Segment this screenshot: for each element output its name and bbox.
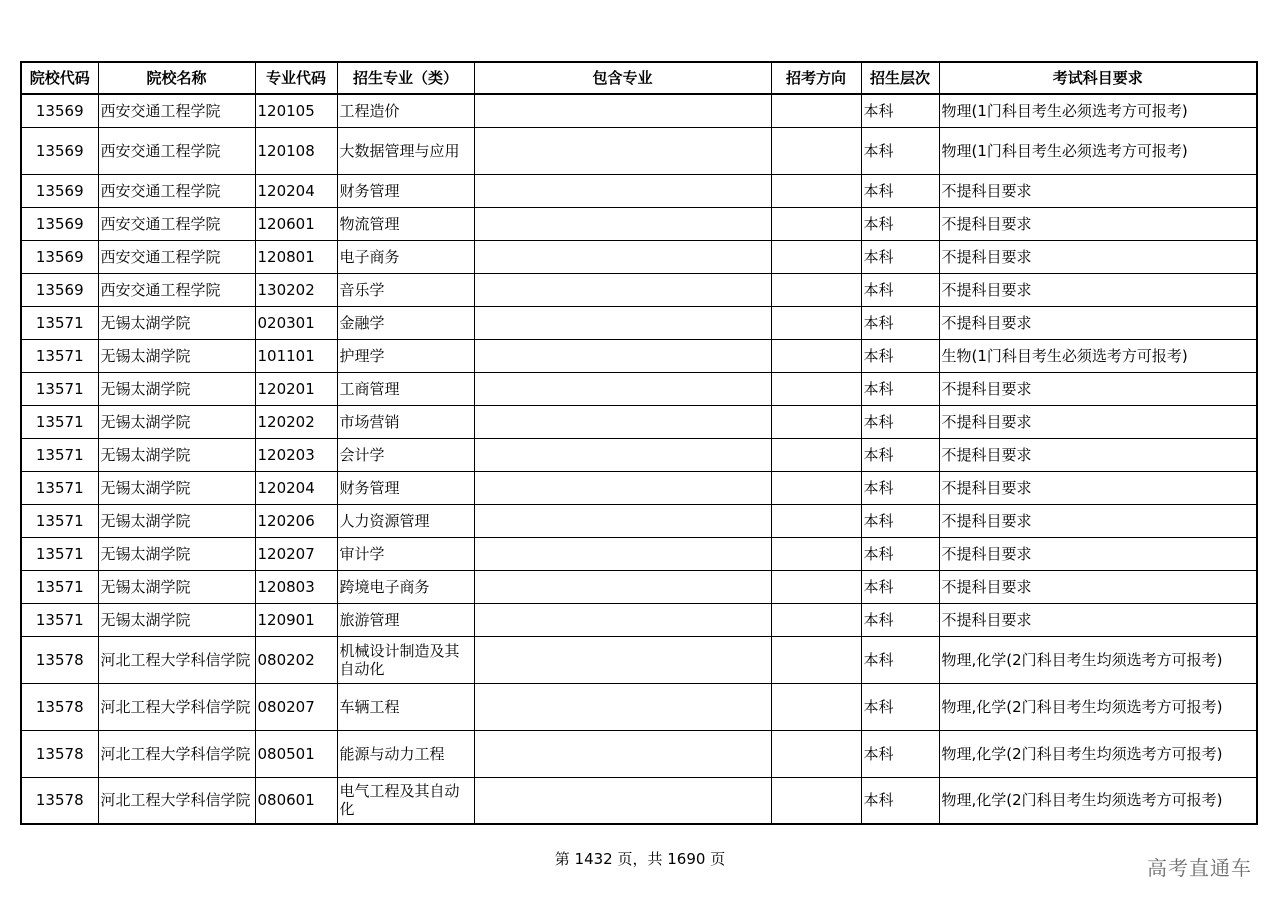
table-cell: [771, 438, 861, 471]
watermark: 高考直通车: [1147, 856, 1252, 880]
table-cell: [474, 174, 771, 207]
table-cell: 120204: [255, 471, 337, 504]
table-cell: 人力资源管理: [337, 504, 474, 537]
table-cell: 13571: [21, 504, 98, 537]
column-header: 招考方向: [771, 62, 861, 94]
table-cell: 本科: [861, 306, 939, 339]
table-row: [21, 570, 1257, 603]
table-cell: 13578: [21, 730, 98, 777]
table-cell: [474, 471, 771, 504]
table-cell: 本科: [861, 438, 939, 471]
table-row: [21, 730, 1257, 777]
table-cell: 无锡太湖学院: [98, 306, 255, 339]
table-cell: [771, 730, 861, 777]
table-cell: [474, 339, 771, 372]
table-cell: [474, 777, 771, 824]
table-row: [21, 504, 1257, 537]
table-cell: 财务管理: [337, 174, 474, 207]
table-cell: 无锡太湖学院: [98, 537, 255, 570]
table-cell: 不提科目要求: [939, 603, 1257, 636]
table-cell: [474, 730, 771, 777]
table-cell: 13571: [21, 537, 98, 570]
table-cell: 不提科目要求: [939, 570, 1257, 603]
admission-table: [20, 61, 1258, 825]
table-cell: 13571: [21, 306, 98, 339]
table-cell: 西安交通工程学院: [98, 207, 255, 240]
table-cell: 物理,化学(2门科目考生均须选考方可报考): [939, 730, 1257, 777]
table-cell: 120601: [255, 207, 337, 240]
table-cell: [771, 504, 861, 537]
table-cell: 本科: [861, 339, 939, 372]
table-cell: 本科: [861, 273, 939, 306]
table-cell: [771, 636, 861, 683]
table-cell: 120901: [255, 603, 337, 636]
table-cell: 不提科目要求: [939, 537, 1257, 570]
table-cell: 120207: [255, 537, 337, 570]
table-row: [21, 240, 1257, 273]
table-cell: [474, 306, 771, 339]
table-row: [21, 339, 1257, 372]
table-cell: 本科: [861, 127, 939, 174]
table-cell: [771, 174, 861, 207]
table-cell: 本科: [861, 405, 939, 438]
table-cell: 13578: [21, 683, 98, 730]
table-cell: 不提科目要求: [939, 273, 1257, 306]
table-cell: 13569: [21, 240, 98, 273]
table-cell: [474, 537, 771, 570]
table-cell: [771, 372, 861, 405]
table-cell: 13571: [21, 405, 98, 438]
table-cell: 审计学: [337, 537, 474, 570]
table-cell: 西安交通工程学院: [98, 127, 255, 174]
table-cell: 无锡太湖学院: [98, 570, 255, 603]
table-cell: 13571: [21, 339, 98, 372]
table-cell: 13571: [21, 372, 98, 405]
table-cell: 13569: [21, 207, 98, 240]
table-cell: 本科: [861, 730, 939, 777]
table-cell: 13569: [21, 174, 98, 207]
table-cell: [771, 683, 861, 730]
table-cell: 13569: [21, 127, 98, 174]
table-row: [21, 207, 1257, 240]
table-cell: [474, 207, 771, 240]
table-cell: 本科: [861, 207, 939, 240]
table-row: [21, 405, 1257, 438]
table-cell: 13578: [21, 636, 98, 683]
table-cell: 120201: [255, 372, 337, 405]
table-row: [21, 127, 1257, 174]
table-cell: 130202: [255, 273, 337, 306]
table-cell: [771, 471, 861, 504]
table-cell: 河北工程大学科信学院: [98, 636, 255, 683]
table-cell: [771, 273, 861, 306]
table-cell: [771, 306, 861, 339]
table-cell: 本科: [861, 777, 939, 824]
table-cell: 西安交通工程学院: [98, 240, 255, 273]
column-header: 院校名称: [98, 62, 255, 94]
table-cell: 13569: [21, 273, 98, 306]
table-row: [21, 537, 1257, 570]
table-cell: 电气工程及其自动化: [337, 777, 474, 824]
table-cell: 本科: [861, 471, 939, 504]
table-cell: [771, 94, 861, 127]
table-cell: 101101: [255, 339, 337, 372]
table-cell: 不提科目要求: [939, 471, 1257, 504]
table-cell: 13571: [21, 603, 98, 636]
table-cell: 无锡太湖学院: [98, 504, 255, 537]
table-cell: 无锡太湖学院: [98, 438, 255, 471]
table-cell: 不提科目要求: [939, 372, 1257, 405]
table-cell: [771, 127, 861, 174]
table-cell: 河北工程大学科信学院: [98, 777, 255, 824]
table-cell: 工商管理: [337, 372, 474, 405]
table-row: [21, 471, 1257, 504]
column-header: 专业代码: [255, 62, 337, 94]
table-cell: 120803: [255, 570, 337, 603]
table-cell: [474, 94, 771, 127]
table-cell: [771, 603, 861, 636]
table-cell: 080202: [255, 636, 337, 683]
table-row: [21, 777, 1257, 824]
table-cell: 机械设计制造及其自动化: [337, 636, 474, 683]
table-cell: 120206: [255, 504, 337, 537]
table-cell: [771, 207, 861, 240]
table-row: [21, 438, 1257, 471]
table-cell: 020301: [255, 306, 337, 339]
table-cell: 物理,化学(2门科目考生均须选考方可报考): [939, 683, 1257, 730]
table-cell: 120105: [255, 94, 337, 127]
table-cell: [474, 570, 771, 603]
table-cell: 无锡太湖学院: [98, 603, 255, 636]
table-cell: 河北工程大学科信学院: [98, 683, 255, 730]
table-cell: 不提科目要求: [939, 174, 1257, 207]
table-cell: 13578: [21, 777, 98, 824]
column-header: 院校代码: [21, 62, 98, 94]
table-cell: [474, 683, 771, 730]
table-cell: [771, 777, 861, 824]
table-cell: 13571: [21, 570, 98, 603]
table-cell: 本科: [861, 683, 939, 730]
table-cell: 金融学: [337, 306, 474, 339]
table-cell: 本科: [861, 240, 939, 273]
table-cell: [771, 240, 861, 273]
table-cell: 不提科目要求: [939, 504, 1257, 537]
table-cell: [771, 339, 861, 372]
table-cell: 本科: [861, 537, 939, 570]
table-cell: 13571: [21, 438, 98, 471]
table-cell: 会计学: [337, 438, 474, 471]
table-cell: 物理,化学(2门科目考生均须选考方可报考): [939, 636, 1257, 683]
table-cell: 本科: [861, 504, 939, 537]
header-row: [21, 62, 1257, 94]
table-cell: 不提科目要求: [939, 207, 1257, 240]
table-row: [21, 94, 1257, 127]
table-cell: [771, 537, 861, 570]
table-cell: 120203: [255, 438, 337, 471]
table-cell: 本科: [861, 570, 939, 603]
table-cell: 本科: [861, 174, 939, 207]
table-cell: 物流管理: [337, 207, 474, 240]
table-cell: [474, 438, 771, 471]
table-cell: 西安交通工程学院: [98, 174, 255, 207]
table-cell: 无锡太湖学院: [98, 339, 255, 372]
table-cell: 120202: [255, 405, 337, 438]
table-cell: 财务管理: [337, 471, 474, 504]
table-cell: 大数据管理与应用: [337, 127, 474, 174]
table-row: [21, 174, 1257, 207]
table-cell: 物理(1门科目考生必须选考方可报考): [939, 94, 1257, 127]
table-cell: 生物(1门科目考生必须选考方可报考): [939, 339, 1257, 372]
table-cell: [474, 372, 771, 405]
table-cell: [474, 240, 771, 273]
table-cell: 市场营销: [337, 405, 474, 438]
column-header: 招生层次: [861, 62, 939, 94]
table-cell: 跨境电子商务: [337, 570, 474, 603]
table-cell: [474, 504, 771, 537]
table-row: [21, 273, 1257, 306]
column-header: 包含专业: [474, 62, 771, 94]
table-cell: [771, 570, 861, 603]
table-cell: 120801: [255, 240, 337, 273]
table-cell: 河北工程大学科信学院: [98, 730, 255, 777]
table-cell: [474, 636, 771, 683]
table-cell: 能源与动力工程: [337, 730, 474, 777]
table-body: [21, 94, 1257, 824]
table-cell: 080501: [255, 730, 337, 777]
table-row: [21, 636, 1257, 683]
table-cell: 不提科目要求: [939, 405, 1257, 438]
table-cell: 工程造价: [337, 94, 474, 127]
table-cell: [474, 603, 771, 636]
table-cell: 电子商务: [337, 240, 474, 273]
table-cell: 080601: [255, 777, 337, 824]
table-cell: 不提科目要求: [939, 240, 1257, 273]
table-cell: 物理,化学(2门科目考生均须选考方可报考): [939, 777, 1257, 824]
table-cell: 本科: [861, 94, 939, 127]
table-cell: 080207: [255, 683, 337, 730]
table-cell: [474, 273, 771, 306]
table-row: [21, 603, 1257, 636]
table-header: [21, 62, 1257, 94]
table-cell: 不提科目要求: [939, 438, 1257, 471]
table-cell: 西安交通工程学院: [98, 273, 255, 306]
column-header: 招生专业（类）: [337, 62, 474, 94]
table-cell: 本科: [861, 603, 939, 636]
table-row: [21, 306, 1257, 339]
table-cell: 不提科目要求: [939, 306, 1257, 339]
table-cell: [474, 405, 771, 438]
table-cell: 旅游管理: [337, 603, 474, 636]
table-cell: 13569: [21, 94, 98, 127]
table-cell: 车辆工程: [337, 683, 474, 730]
table-cell: 13571: [21, 471, 98, 504]
table-cell: [474, 127, 771, 174]
table-row: [21, 372, 1257, 405]
table-cell: 120204: [255, 174, 337, 207]
table-cell: 物理(1门科目考生必须选考方可报考): [939, 127, 1257, 174]
table-cell: 120108: [255, 127, 337, 174]
table-cell: 无锡太湖学院: [98, 471, 255, 504]
column-header: 考试科目要求: [939, 62, 1257, 94]
table-cell: 西安交通工程学院: [98, 94, 255, 127]
table-cell: [771, 405, 861, 438]
table-cell: 无锡太湖学院: [98, 372, 255, 405]
table-cell: 护理学: [337, 339, 474, 372]
table-cell: 音乐学: [337, 273, 474, 306]
table-cell: 本科: [861, 372, 939, 405]
table-cell: 本科: [861, 636, 939, 683]
page-number: 第 1432 页，共 1690 页: [554, 850, 726, 868]
table-row: [21, 683, 1257, 730]
table-cell: 无锡太湖学院: [98, 405, 255, 438]
